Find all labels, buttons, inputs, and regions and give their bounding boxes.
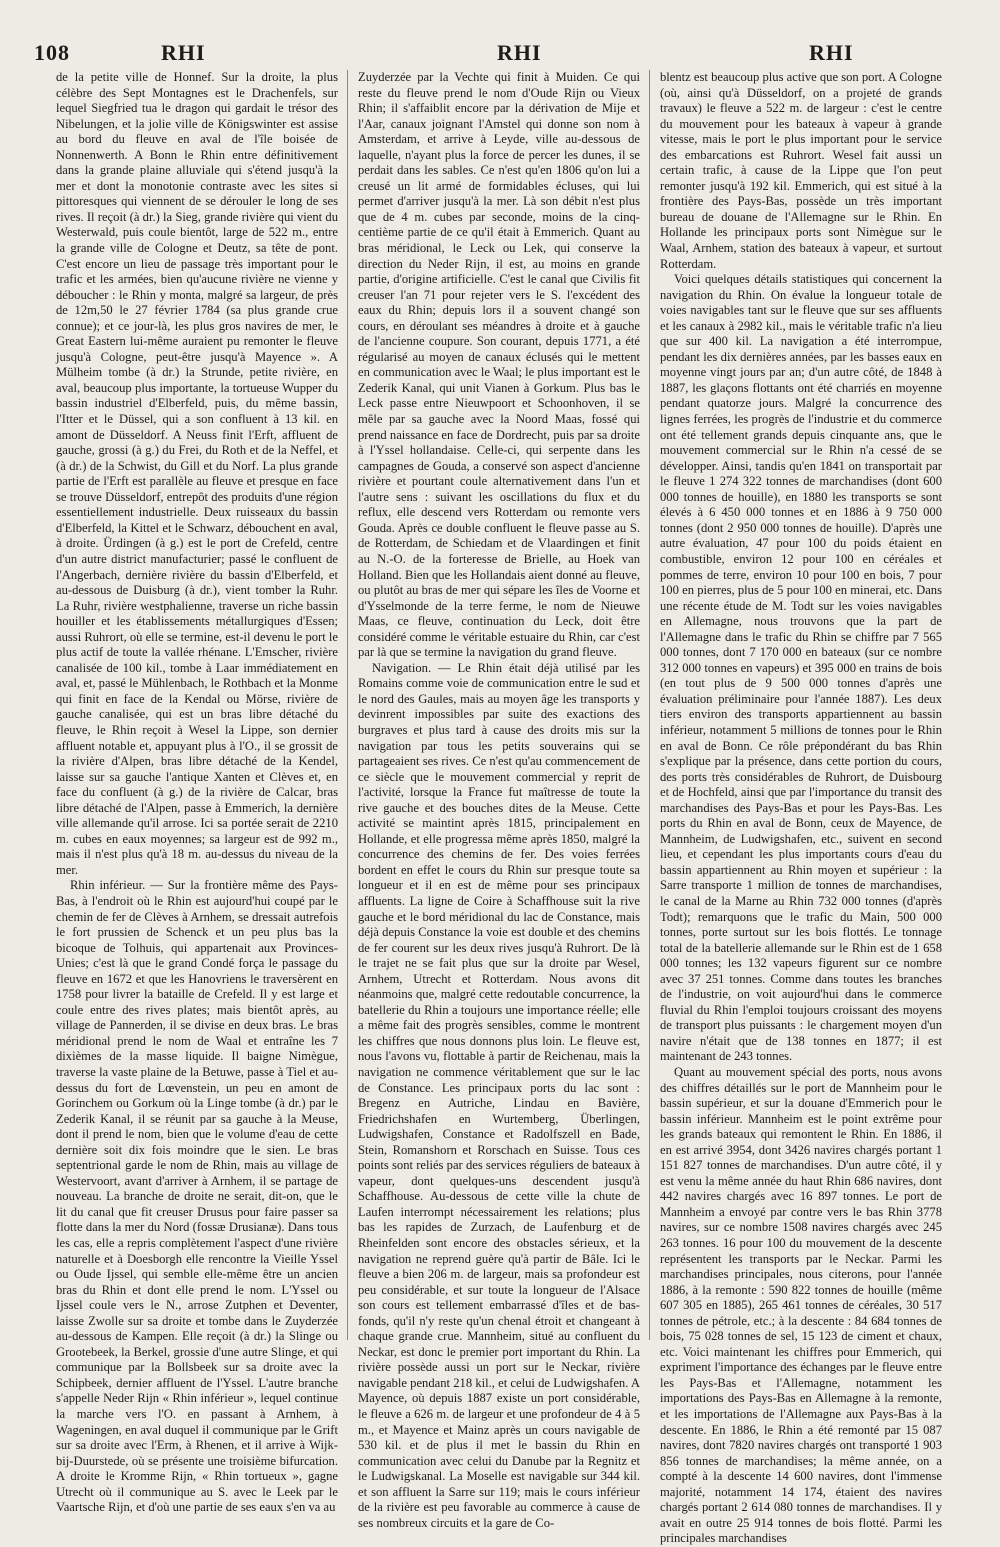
paragraph: Rhin inférieur. — Sur la frontière même des Pays-Bas, à l'endroit où le Rhin est aujourd'hui coupé par le chemin de fer de Clèves à Arnhem, se dressait autrefois le fort prussien de Schenck et un peu plus bas la bicoque de Tolhuis, qui appartenait aux Provinces-Unies; c'est là que le grand Condé força le passage du fleuve en 1672 et que les Hanovriens le traversèrent en 1758 pour livrer la bataille de Crefeld. Il y est large et coule entre des rives plates; mais bientôt après, au village de Pannerden, il se divise en deux bras. Le bras méridional prend le nom de Waal et entraîne les 7 dixièmes de la masse liquide. Il baigne Nimègue, traverse la vaste plaine de la Betuwe, passe à Tiel et au-dessus du fort de Lœvenstein, un peu en amont de Gorinchem ou Gorkum où la Linge tombe (à dr.) par le Zederik Kanal, il se réunit par sa gauche à la Meuse, dont il prend le nom, bien que le volume d'eau de cette dernière soit dix fois moindre que le sien. Le bras septentrional garde le nom de Rhin, mais au village de Westervoort, avant d'arriver à Arnhem, il se partage de nouveau. La branche de droite ne serait, dit-on, que le lit du canal que fit creuser Drusus pour faire passer sa flotte dans la mer du Nord (fossæ Drusianæ). Dans tous les cas, elle a repris complètement l'aspect d'une rivière naturelle et à Doesborgh elle rencontre la Vieille Yssel ou Oude Ijssel, qui semble elle-même être un ancien bras du Rhin et dont elle prend le nom. L'Yssel ou Ijssel coule vers le N., arrose Zutphen et Deventer, laisse Zwolle sur sa droite et tombe dans le Zuyderzée au-dessous de Kampen. Elle reçoit (à dr.) la Slinge ou Grootebeek, la Berkel, grossie d'une autre Slinge, et qui communique par la Bollsbeek sur sa droite avec la Schipbeek, dernier affluent de l'Yssel. L'autre branche s'appelle Neder Rijn « Rhin inférieur », lequel continue la marche vers l'O. en passant à Arnhem, à Wageningen, en aval duquel il communique par le Grift sur sa droite avec l'Erm, à Rhenen, et il arrive à Wijk-bij-Duurstede, où se présente une troisième bifurcation. A droite le Kromme Rijn, « Rhin tortueux », gagne Utrecht où il communique au S. avec le Leek par le Vaartsche Rijn, et d'où une partie de ses eaux s'en va au — [56, 878, 338, 1515]
text-column-1 — [56, 70, 338, 1516]
column-divider — [347, 70, 348, 1340]
paragraph: Navigation. — Le Rhin était déjà utilisé par les Romains comme voie de communication entre le sud et le nord des Gaules, mais au moyen âge les transports y devinrent impossibles par suite des exactions des burgraves et plus tard à cause des droits mis sur la navigation par tous les petits souverains qui se partageaient ses rives. Ce n'est qu'au commencement de ce siècle que le mouvement commercial y reprit de l'activité, lorsque la France fut maîtresse de toute la rive gauche et des bouches dites de la Meuse. Cette activité se maintint après 1815, principalement en Hollande, et elle progressa même après 1850, malgré la concurrence des chemins de fer. Des voies ferrées bordent en effet le cours du Rhin sur presque toute sa longueur et il en est de même pour ses principaux affluents. La ligne de Coire à Schaffhouse suit la rive gauche et le bord méridional du lac de Constance, mais déjà depuis Constance la voie est double et des chemins de fer courent sur les deux rives jusqu'à Ruhrort. De là le trajet ne se fait plus que sur la droite par Wesel, Arnhem, Utrecht et Rotterdam. Nous avons dit néanmoins que, malgré cette redoutable concurrence, la batellerie du Rhin a toujours une importance réelle; elle a même fait des progrès sensibles, comme le montrent les chiffres que nous donnons plus loin. Le fleuve est, nous l'avons vu, flottable à partir de Reichenau, mais la navigation ne commence véritablement que sur le lac de Constance. Les principaux ports du lac sont : Bregenz en Autriche, Lindau en Bavière, Friedrichshafen en Wurtemberg, Überlingen, Ludwigshafen, Constance et Radolfszell en Bade, Stein, Romanshorn et Rorschach en Suisse. Tous ces points sont reliés par des services réguliers de bateaux à vapeur, dont quelques-uns descendent jusqu'à Schaffhouse. Au-dessous de cette ville la chute de Laufen interrompt nécessairement les relations; plus bas les rapides de Zurzach, de Laufenburg et de Rheinfelden sont encore des obstacles sérieux, et la navigation ne reprend guère qu'à partir de Bâle. Ici le fleuve a bien 206 m. de largeur, mais sa profondeur est peu considérable, et sur toute la longueur de l'Alsace son cours est tellement embarrassé d'îles et de bas-fonds, qu'il n'y reste qu'un chenal étroit et changeant à chaque grande crue. Mannheim, situé au confluent du Neckar, est donc le premier port important du Rhin. La rivière possède aussi un port sur le Neckar, rivière navigable pendant 218 kil., et celui de Ludwigshafen. A Mayence, où depuis 1887 existe un port considérable, le fleuve a 626 m. de largeur et une profondeur de 4 à 5 m., et Mayence et Mainz après un cours navigable de 530 kil. et de plus il met le bassin du Rhin en communication avec celui du Danube par la Regnitz et le Ludwigskanal. La Moselle est navigable sur 344 kil. et son affluent la Sarre sur 119; mais le cours inférieur de la rivière est peu favorable au commerce à cause de ses nombreux circuits et la gare de Co- — [358, 660, 640, 1530]
paragraph: Voici quelques détails statistiques qui concernent la navigation du Rhin. On évalue la longueur totale de voies navigables tant sur le fleuve que sur ses affluents et les canaux à 2982 kil., mais le véritable trafic n'a lieu que sur 400 kil. La navigation a été interrompue, pendant les dix dernières années, par les basses eaux en moyenne vingt jours par an; d'un autre côté, de 1848 à 1887, les glaçons flottants ont été charriés en moyenne pendant quatorze jours. Malgré la concurrence des lignes ferrées, les progrès de l'industrie et du commerce ont été tellement grands depuis cinquante ans, que le mouvement commercial sur le Rhin n'a cessé de se développer. Ainsi, tandis qu'en 1841 on transportait par le fleuve 1 274 322 tonnes de marchandises (dont 600 000 tonnes de houille), en 1880 les transports se sont élevés à 6 450 000 tonnes et en 1886 à 9 750 000 tonnes (dont 2 950 000 tonnes de houille). D'après une autre évaluation, 47 pour 100 du poids étaient en combustible, environ 12 pour 100 en céréales et pommes de terre, environ 10 pour 100 en bois, 7 pour 100 en pierres, plus de 5 pour 100 en minerai, etc. Dans une récente étude de M. Todt sur les voies navigables en Allemagne, nous trouvons que la part de l'Allemagne dans le trafic du Rhin se chiffre par 7 565 000 tonnes, dont 7 170 000 en bateaux (sur ce nombre 312 000 tonnes en vapeurs) et 395 000 en trains de bois (en tout plus de 9 500 000 tonnes d'après une évaluation préliminaire pour l'année 1887). Les deux tiers environ des transports appartiennent au bassin inférieur, notamment 5 millions de tonnes pour le Rhin en aval de Bonn. Ce rôle prépondérant du bas Rhin s'explique par la présence, dans cette portion du cours, des ports très considérables de Ruhrort, de Duisbourg et de Hochfeld, ainsi que par l'importance du transit des marchandises des Pays-Bas et pour les Pays-Bas. Les ports du Rhin en aval de Bonn, ceux de Mayence, de Mannheim, de Ludwigshafen, etc., suivent en second lieu, et cependant les plus importants cours d'eau du bassin appartiennent au Rhin moyen et supérieur : la Sarre transporte 1 million de tonnes de marchandises, le canal de la Marne au Rhin 732 000 tonnes (d'après Todt); remarquons que le trafic du Main, 500 000 tonnes, porte surtout sur les bois flottés. Le tonnage total de la batellerie allemande sur le Rhin est de 1 658 000 tonnes; les 132 vapeurs figurent sur ce nombre avec 37 251 tonnes. Comme dans toutes les branches de l'industrie, on voit aujourd'hui dans le commerce fluvial du Rhin l'emploi toujours croissant des moyens de transport plus puissants : le chargement moyen d'un navire n'était que de 138 tonnes en 1877; il est maintenant de 243 tonnes. — [660, 272, 942, 1064]
page-number: 108 — [34, 40, 70, 65]
running-head-right: RHI — [809, 40, 854, 65]
column-divider — [649, 70, 650, 1340]
paragraph: blentz est beaucoup plus active que son port. A Cologne (où, ainsi qu'à Düsseldorf, on a projeté de grands travaux) le fleuve a 522 m. de largeur : c'est le centre du mouvement pour les bateaux à vapeur à grande vitesse, mais le port le plus important pour le service des embarcations est Ruhrort. Wesel fait aussi un certain trafic, à cause de la Lippe que l'on peut remonter jusqu'à 192 kil. Emmerich, qui est situé à la frontière des Pays-Bas, possède un très important bureau de douane de l'Allemagne sur le Rhin. En Hollande les principaux ports sont Nimègue sur le Waal, Arnhem, station des bateaux à vapeur, et surtout Rotterdam. — [660, 70, 942, 271]
text-column-3 — [660, 70, 942, 1547]
page-header — [34, 40, 944, 66]
running-head-center: RHI — [497, 40, 542, 65]
running-head-left: RHI — [161, 40, 206, 65]
paragraph: Zuyderzée par la Vechte qui finit à Muiden. Ce qui reste du fleuve prend le nom d'Oude Rijn ou Vieux Rhin; il s'affaiblit encore par la dérivation de Mije et l'Aar, canaux joignant l'Amstel qui donne son nom à Amsterdam, et arrive à Leyde, ville au-dessous de laquelle, n'ayant plus la force de percer les dunes, il se perdait dans les sables. Ce n'est qu'en 1806 qu'on lui a creusé un lit armé de formidables écluses, qui lui permet d'arriver jusqu'à la mer. Là son débit n'est plus que de 4 m. cubes par seconde, moins de la cinq-centième partie de ce qu'il était à Emmerich. Quant au bras méridional, le Leck ou Lek, qui conserve la direction du Neder Rijn, il est, au moins en grande partie, d'origine artificielle. C'est le canal que Civilis fit creuser l'an 71 pour rejeter vers le S. l'excédent des eaux du Rhin; depuis lors il a souvent changé son cours, en déroulant ses méandres à droite et à gauche de l'ancienne coupure. Son courant, depuis 1771, a été régularisé au moyen de canaux éclusés qui le mettent en communication avec le Waal; le plus important est le Zederik Kanal, qui unit Vianen à Gorkum. Plus bas le Leck passe entre Nieuwpoort et Schoonhoven, il se mêle par sa gauche avec la Noord Maas, fossé qui prend naissance en face de Dordrecht, puis par sa droite à l'Yssel hollandaise. Celle-ci, qui serpente dans les campagnes de Gouda, a conservé son aspect d'ancienne rivière et pourtant coule alternativement dans l'un et l'autre sens : suivant les oscillations du flux et du reflux, elle descend vers Rotterdam ou remonte vers Gouda. Après ce double confluent le fleuve passe au S. de Rotterdam, de Schiedam et de Vlaardingen et finit au N.-O. de la forteresse de Brielle, au Hoek van Holland. Bien que les Hollandais aient donné au fleuve, ou plutôt au bras de mer qui sépare les îles de Voorne et d'Ysselmonde de la terre ferme, le nom de Nieuwe Maas, ce fleuve, continuation du Leck, doit être considéré comme le véritable estuaire du Rhin, car c'est par là que se termine la navigation du grand fleuve. — [358, 70, 640, 660]
paragraph: de la petite ville de Honnef. Sur la droite, la plus célèbre des Sept Montagnes est le Drachenfels, sur lequel Siegfried tua le dragon qui gardait le trésor des Nibelungen, et la jolie ville de Königswinter est assise au bord du fleuve en aval de l'île boisée de Nonnenwerth. A Bonn le Rhin entre définitivement dans la grande plaine alluviale qui s'étend jusqu'à la mer et dont la monotonie contraste avec les sites si pittoresques qui viennent de se dérouler le long de ses rives. Il reçoit (à dr.) la Sieg, grande rivière qui vient du Westerwald, puis coule bientôt, large de 522 m., entre la grande ville de Cologne et Deutz, sa tête de pont. C'est encore un lieu de passage très important pour le trafic et les armées, bien qu'aucune rivière ne vienne y déboucher : le Rhin y monta, malgré sa largeur, de près de 12m,50 le 27 février 1784 (sa plus grande crue connue); et ce jour-là, les plus gros navires de mer, le Great Eastern lui-même auraient pu remonter le fleuve jusqu'à Cologne, peut-être jusqu'à Mayence ». A Mülheim tombe (à dr.) la Strunde, petite rivière, en aval, beaucoup plus importante, la tortueuse Wupper du bassin industriel d'Elberfeld, puis, du même bassin, l'Itter et le Düssel, qui a son confluent à 13 kil. en amont de Düsseldorf. A Neuss finit l'Erft, affluent de gauche, grossi (à g.) du Frei, du Roth et de la Neffel, et (à dr.) de la Schwist, du Gill et du Norf. La plus grande partie de l'Erft est parallèle au fleuve et presque en face se trouve Düsseldorf, entrepôt des produits d'une région essentiellement industrielle. Deux ruisseaux du bassin d'Elberfeld, la Kittel et le Schwarz, débouchent en aval, à droite. Ürdingen (à g.) est le port de Crefeld, centre d'un autre district manufacturier; passé le confluent de l'Angerbach, dernière rivière du bassin d'Elberfeld, et au-dessous de Duisburg (à dr.), vient tomber la Ruhr. La Ruhr, rivière westphalienne, traverse un riche bassin houiller et les établissements métallurgiques d'Essen; aussi Ruhrort, où elle se termine, est-il devenu le port le plus actif de toute la vallée rhénane. L'Emscher, rivière canalisée de 100 kil., tombe à Laar immédiatement en aval, et, passé le Mühlenbach, le Rothbach et la Monme qui finit en face de la Kendal ou Mörse, rivière de gauche canalisée, qui est un bras libre détaché du fleuve, le Rhin reçoit à Wesel la Lippe, son dernier affluent notable et, appuyant plus à l'O., il se grossit de la rivière d'Alpen, bras libre détaché de la Kendel, laisse sur sa gauche l'antique Xanten et Clèves et, en face du confluent (à g.) de la rivière de Calcar, bras libre détaché de l'Alpen, passe à Emmerich, la dernière ville allemande qu'il arrose. Ici sa portée serait de 2210 m. cubes en eaux moyennes; sa largeur est de 992 m., mais il n'est plus qu'à 18 m. au-dessus du niveau de la mer. — [56, 70, 338, 877]
paragraph: Quant au mouvement spécial des ports, nous avons des chiffres détaillés sur le port de Mannheim pour le bassin supérieur, et sur la douane d'Emmerich pour le bassin inférieur. Mannheim est le point extrême pour les grands bateaux qui remontent le Rhin. En 1886, il en est arrivé 3954, dont 3426 navires chargés portant 1 151 827 tonnes de marchandises. D'un autre côté, il y est venu la même année du haut Rhin 686 navires, dont 442 navires chargés avec 16 897 tonnes. Le port de Mannheim a envoyé par contre vers le bas Rhin 3778 navires, sur ce nombre 1508 navires chargés avec 245 263 tonnes. 16 pour 100 du mouvement de la descente représentent les transports par le Neckar. Parmi les marchandises principales, nous citerons, pour l'année 1886, à la remonte : 590 822 tonnes de houille (même 607 305 en 1885), 265 461 tonnes de céréales, 30 517 tonnes de pétrole, etc.; à la descente : 84 684 tonnes de bois, 75 028 tonnes de sel, 15 123 de ciment et chaux, etc. Voici maintenant les chiffres pour Emmerich, qui expriment l'importance des échanges par le fleuve entre les Pays-Bas et l'Allemagne, notamment les importations des Pays-Bas en Allemagne à la remonte, et les importations de l'Allemagne aux Pays-Bas à la descente. En 1886, le Rhin a été remonté par 15 087 navires, dont 7820 navires chargés ont transporté 1 903 856 tonnes de marchandises; la même année, on a compté à la descente 14 600 navires, dont l'immense majorité, notamment 14 174, étaient des navires chargés portant 2 614 080 tonnes de marchandises. Il y avait en outre 25 914 tonnes de bois flotté. Parmi les principales marchandises — [660, 1065, 942, 1546]
text-column-2 — [358, 70, 640, 1531]
